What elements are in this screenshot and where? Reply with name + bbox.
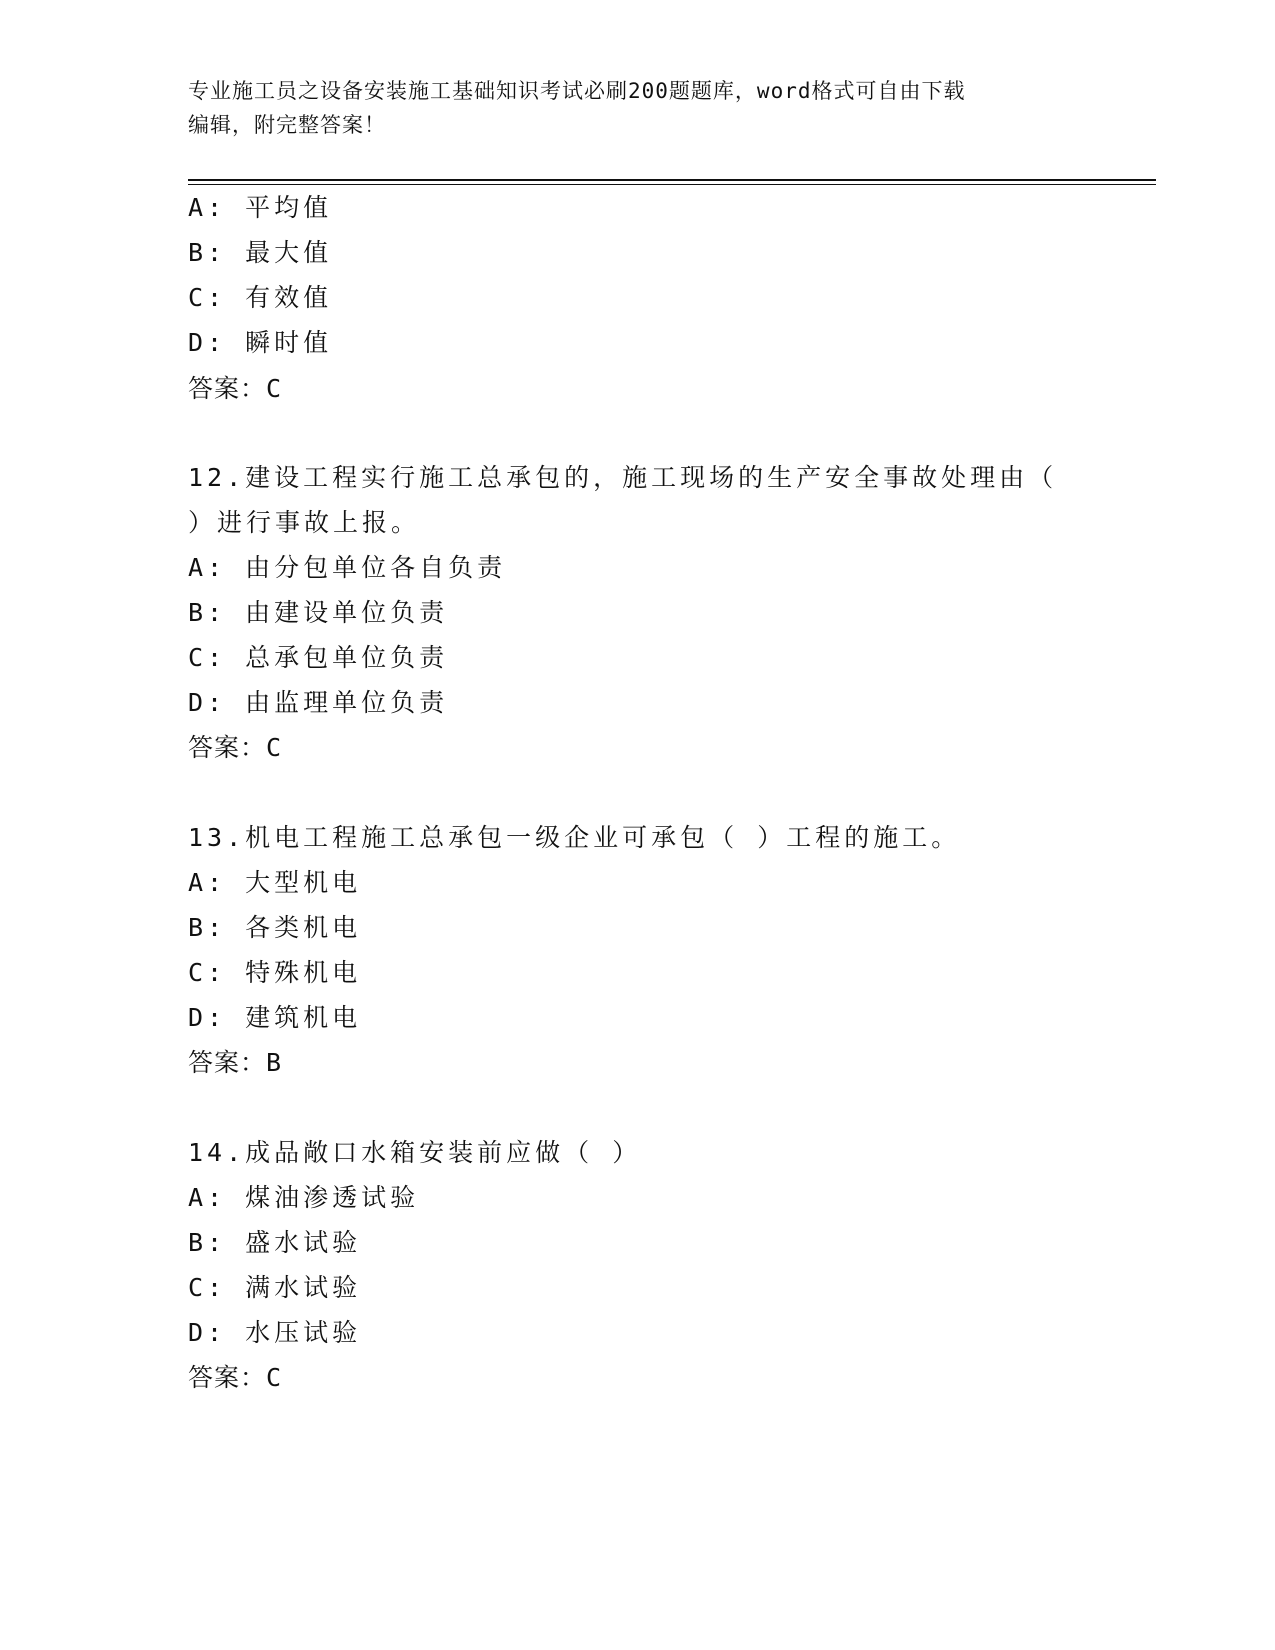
q14-option-a: A: 煤油渗透试验 xyxy=(188,1183,420,1212)
q12-answer: 答案：C xyxy=(188,733,283,762)
q12-question-line-1: 12.建设工程实行施工总承包的，施工现场的生产安全事故处理由（ xyxy=(188,463,1058,492)
header-divider-thin xyxy=(188,184,1156,185)
q12-option-b: B: 由建设单位负责 xyxy=(188,598,449,627)
header-title-line-1: 专业施工员之设备安装施工基础知识考试必刷200题题库，word格式可自由下载 xyxy=(188,79,966,103)
q12-question-line-2: ）进行事故上报。 xyxy=(188,508,421,537)
q12-option-c: C: 总承包单位负责 xyxy=(188,643,449,672)
document-header xyxy=(188,74,1088,142)
q11-option-a: A: 平均值 xyxy=(188,193,333,222)
q14-option-d: D: 水压试验 xyxy=(188,1318,362,1347)
q13-answer: 答案：B xyxy=(188,1048,283,1077)
header-divider-thick xyxy=(188,179,1156,181)
q13-question: 13.机电工程施工总承包一级企业可承包（ ）工程的施工。 xyxy=(188,823,961,852)
q11-option-b: B: 最大值 xyxy=(188,238,333,267)
q13-option-a: A: 大型机电 xyxy=(188,868,362,897)
q11-option-d: D: 瞬时值 xyxy=(188,328,333,357)
q12-option-d: D: 由监理单位负责 xyxy=(188,688,449,717)
q13-option-b: B: 各类机电 xyxy=(188,913,362,942)
q13-option-d: D: 建筑机电 xyxy=(188,1003,362,1032)
q14-option-c: C: 满水试验 xyxy=(188,1273,362,1302)
q14-question: 14.成品敞口水箱安装前应做（ ） xyxy=(188,1138,642,1167)
q13-option-c: C: 特殊机电 xyxy=(188,958,362,987)
header-title-line-2: 编辑，附完整答案！ xyxy=(188,113,386,137)
q14-option-b: B: 盛水试验 xyxy=(188,1228,362,1257)
q11-option-c: C: 有效值 xyxy=(188,283,333,312)
q11-answer: 答案：C xyxy=(188,374,283,403)
q14-answer: 答案：C xyxy=(188,1363,283,1392)
q12-option-a: A: 由分包单位各自负责 xyxy=(188,553,507,582)
